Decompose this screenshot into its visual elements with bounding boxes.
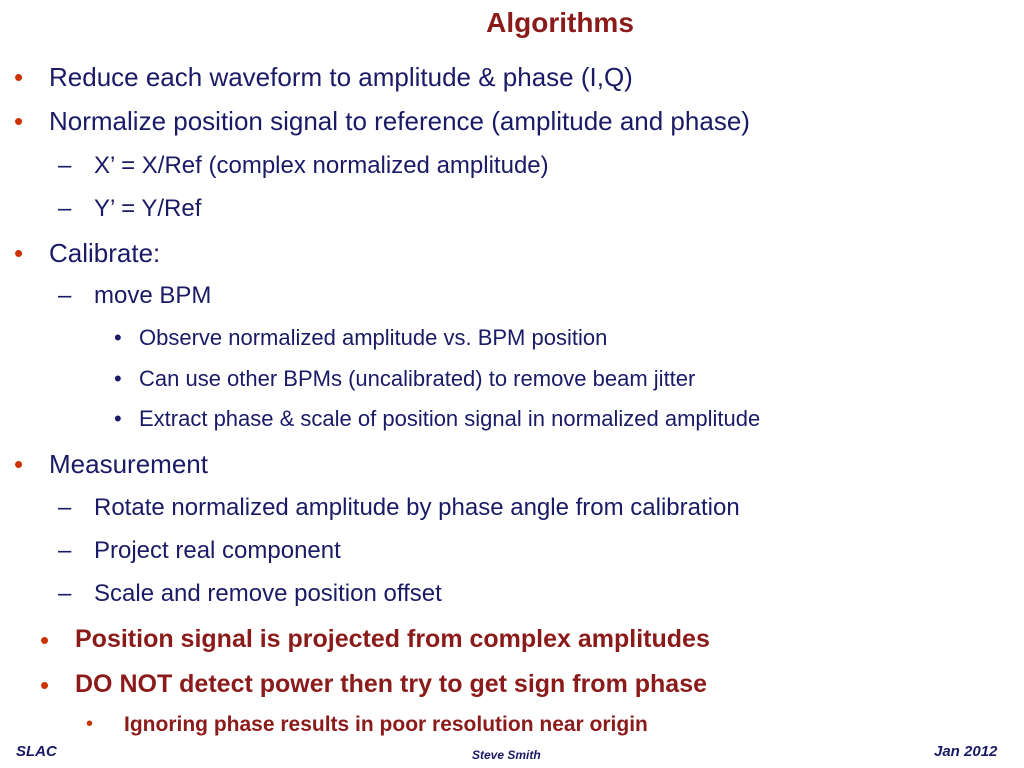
dash-marker: – bbox=[58, 537, 72, 564]
sub-sub-bullet-text: Can use other BPMs (uncalibrated) to remove beam jitter bbox=[139, 366, 696, 391]
bullet-text: Normalize position signal to reference (amplitude and phase) bbox=[49, 106, 750, 136]
sub-bullet-text: Rotate normalized amplitude by phase angle from calibration bbox=[94, 494, 740, 521]
bullet-marker: • bbox=[40, 670, 50, 700]
footer-author: Steve Smith bbox=[472, 748, 541, 762]
dash-marker: – bbox=[58, 494, 72, 521]
sub-sub-bullet-text: Extract phase & scale of position signal in normalized amplitude bbox=[139, 406, 761, 431]
bullet-marker: • bbox=[86, 713, 94, 735]
bullet-text: Measurement bbox=[49, 449, 208, 479]
sub-bullet-text: move BPM bbox=[94, 282, 212, 309]
sub-bullet-text: X’ = X/Ref (complex normalized amplitude) bbox=[94, 152, 549, 179]
bullet-text: Calibrate: bbox=[49, 238, 161, 268]
dash-marker: – bbox=[58, 195, 72, 222]
bullet-marker: • bbox=[40, 625, 50, 655]
bullet-marker: • bbox=[114, 406, 122, 431]
dash-marker: – bbox=[58, 282, 72, 309]
bullet-marker: • bbox=[114, 366, 122, 391]
bullet-marker: • bbox=[14, 238, 24, 268]
bullet-marker: • bbox=[14, 62, 24, 92]
emphasis-bullet-text: Position signal is projected from complex amplitudes bbox=[75, 625, 710, 653]
emphasis-sub-bullet-text: Ignoring phase results in poor resolution near origin bbox=[124, 713, 648, 736]
sub-bullet-text: Y’ = Y/Ref bbox=[94, 195, 202, 222]
dash-marker: – bbox=[58, 152, 72, 179]
bullet-marker: • bbox=[14, 449, 24, 479]
footer-date: Jan 2012 bbox=[934, 743, 998, 760]
bullet-marker: • bbox=[14, 106, 24, 136]
bullet-marker: • bbox=[114, 325, 122, 350]
sub-sub-bullet-text: Observe normalized amplitude vs. BPM position bbox=[139, 325, 608, 350]
slide-title: Algorithms bbox=[486, 7, 634, 38]
footer-org: SLAC bbox=[16, 743, 57, 760]
sub-bullet-text: Scale and remove position offset bbox=[94, 580, 442, 607]
dash-marker: – bbox=[58, 580, 72, 607]
sub-bullet-text: Project real component bbox=[94, 537, 341, 564]
emphasis-bullet-text: DO NOT detect power then try to get sign from phase bbox=[75, 670, 708, 698]
bullet-text: Reduce each waveform to amplitude & phase (I,Q) bbox=[49, 62, 633, 92]
